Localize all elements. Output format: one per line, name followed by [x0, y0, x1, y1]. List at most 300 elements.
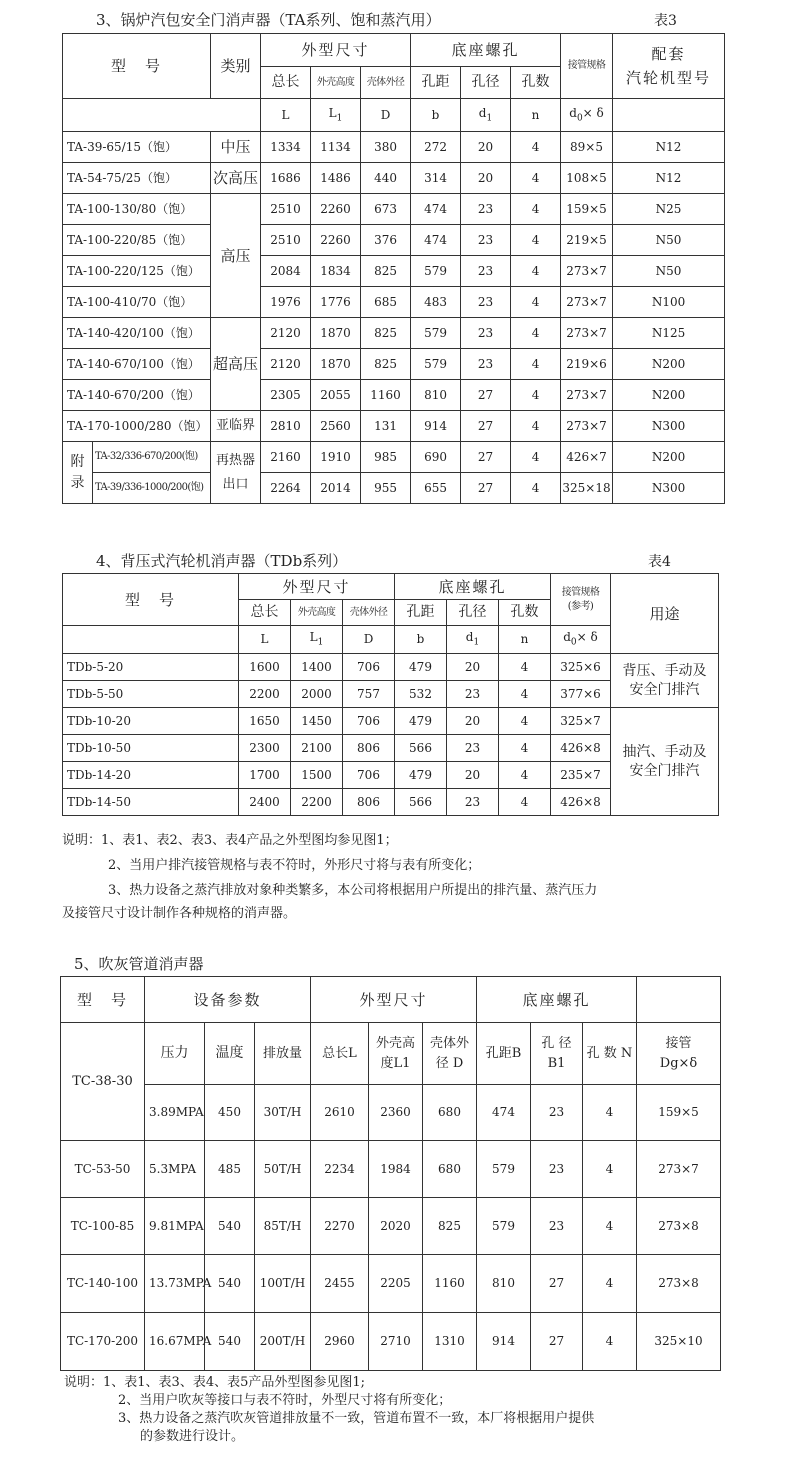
t3-sym-pipe-main: d — [569, 105, 577, 120]
t3-cell: 4 — [511, 225, 561, 256]
t5-model: TC-170-200 — [61, 1313, 145, 1371]
t4-model: TDb-14-50 — [63, 789, 239, 816]
t5-header-equip: 设备参数 — [145, 977, 311, 1023]
t3-cell: 131 — [361, 411, 411, 442]
t3-cell: 426×7 — [561, 442, 613, 473]
t5-cell: 4 — [583, 1085, 637, 1141]
t3-cell: N12 — [613, 132, 725, 163]
t4-header-use: 用途 — [611, 574, 719, 654]
t3-header-model: 型 号 — [63, 34, 211, 99]
t5-cell: 5.3MPA — [145, 1141, 205, 1198]
t3-cell: N50 — [613, 256, 725, 287]
t5-cell: 2360 — [369, 1085, 423, 1141]
t5-cell: 159×5 — [637, 1085, 721, 1141]
t3-cell: 314 — [411, 163, 461, 194]
t3-cell: N100 — [613, 287, 725, 318]
t4-model: TDb-10-50 — [63, 735, 239, 762]
t4-cell: 2000 — [291, 681, 343, 708]
t5-cell: 485 — [205, 1141, 255, 1198]
t4-model: TDb-5-20 — [63, 654, 239, 681]
t3-cell: 27 — [461, 411, 511, 442]
t3-cell: 23 — [461, 256, 511, 287]
note1-line-1: 说明：1、表1、表2、表3、表4产品之外型图均参见图1； — [62, 833, 398, 848]
t5-cell: 273×7 — [637, 1141, 721, 1198]
t5-cell: 9.81MPA — [145, 1198, 205, 1255]
t5-cell: 680 — [423, 1141, 477, 1198]
t3-header-total-len: 总长 — [261, 67, 311, 99]
t4-cell: 479 — [395, 708, 447, 735]
t5-header-total-len: 总长L — [311, 1023, 369, 1085]
t3-sym-pipe — [561, 99, 613, 132]
t3-sym-D: D — [361, 99, 411, 132]
t3-model: TA-100-220/125（饱） — [63, 256, 211, 287]
t3-header-match-2: 汽轮机型号 — [626, 69, 712, 87]
t3-cell: 2560 — [311, 411, 361, 442]
t5-header-flow: 排放量 — [255, 1023, 311, 1085]
note2-line-2: 2、当用户吹灰等接口与表不符时，外型尺寸将有所变化； — [118, 1393, 452, 1408]
t5-cell: 4 — [583, 1255, 637, 1313]
t3-cell: N200 — [613, 442, 725, 473]
t3-cell: 4 — [511, 256, 561, 287]
t5-header-dims: 外型尺寸 — [311, 977, 477, 1023]
t4-cell: 2200 — [239, 681, 291, 708]
table-row — [63, 473, 725, 504]
t3-model: TA-100-410/70（饱） — [63, 287, 211, 318]
t4-header-count: 孔数 — [499, 600, 551, 626]
t3-cell: 2305 — [261, 380, 311, 411]
t5-cell: 273×8 — [637, 1198, 721, 1255]
table-row — [61, 1085, 721, 1141]
t3-cell: 376 — [361, 225, 411, 256]
table-row — [63, 256, 725, 287]
t3-header-dia: 孔径 — [461, 67, 511, 99]
t4-sym-pipe-main: d — [563, 630, 571, 645]
t5-cell: 85T/H — [255, 1198, 311, 1255]
t3-header-match — [613, 34, 725, 99]
t3-cell: 4 — [511, 349, 561, 380]
t4-cell: 1500 — [291, 762, 343, 789]
t5-header-shell-d: 壳体外径 D — [423, 1023, 477, 1085]
t4-cell: 2400 — [239, 789, 291, 816]
t5-cell: 4 — [583, 1141, 637, 1198]
table-4 — [62, 573, 719, 816]
t3-cell: N25 — [613, 194, 725, 225]
t4-cell: 806 — [343, 789, 395, 816]
t5-cell: 100T/H — [255, 1255, 311, 1313]
t5-cell: 540 — [205, 1313, 255, 1371]
t3-cell: 159×5 — [561, 194, 613, 225]
t3-cell: 4 — [511, 287, 561, 318]
t3-cell: 2014 — [311, 473, 361, 504]
t3-cell: 4 — [511, 318, 561, 349]
t3-cell: 2120 — [261, 349, 311, 380]
t5-cell: 810 — [477, 1255, 531, 1313]
t4-cell: 20 — [447, 708, 499, 735]
t5-cell: 1160 — [423, 1255, 477, 1313]
t5-header-blank — [637, 977, 721, 1023]
t5-cell: 27 — [531, 1255, 583, 1313]
t3-cell: 273×7 — [561, 318, 613, 349]
t3-cell: 579 — [411, 256, 461, 287]
t4-sym-pipe-sub: 0 — [570, 637, 577, 648]
t4-cell: 806 — [343, 735, 395, 762]
t5-cell: 2960 — [311, 1313, 369, 1371]
t3-cell: N300 — [613, 411, 725, 442]
t4-cell: 325×7 — [551, 708, 611, 735]
t3-cell: 474 — [411, 225, 461, 256]
t3-cell: 1910 — [311, 442, 361, 473]
t4-sym-pipe — [551, 626, 611, 654]
t4-header-bolt: 底座螺孔 — [395, 574, 551, 600]
t4-model: TDb-14-20 — [63, 762, 239, 789]
t5-cell: 1984 — [369, 1141, 423, 1198]
t3-sym-blank — [63, 99, 261, 132]
t3-cell: N300 — [613, 473, 725, 504]
t5-cell: 579 — [477, 1198, 531, 1255]
t5-cell: 2205 — [369, 1255, 423, 1313]
t4-sym-L1-main: L — [309, 630, 318, 645]
t3-header-bolt: 底座螺孔 — [411, 34, 561, 67]
t4-cell: 706 — [343, 654, 395, 681]
t3-header-count: 孔数 — [511, 67, 561, 99]
t3-category: 超高压 — [211, 318, 261, 411]
t3-header-shell-d: 壳体外径 — [361, 67, 411, 99]
t4-header-total-len: 总长 — [239, 600, 291, 626]
t4-cell: 479 — [395, 654, 447, 681]
t3-cell: 23 — [461, 194, 511, 225]
t3-cell: 474 — [411, 194, 461, 225]
t3-cell: 1134 — [311, 132, 361, 163]
table-row — [63, 132, 725, 163]
t4-cell: 325×6 — [551, 654, 611, 681]
t3-cell: 825 — [361, 318, 411, 349]
t5-cell: 200T/H — [255, 1313, 311, 1371]
t3-cell: N50 — [613, 225, 725, 256]
t5-header-dia: 孔 径 B1 — [531, 1023, 583, 1085]
t5-cell: 540 — [205, 1255, 255, 1313]
t4-sym-L: L — [239, 626, 291, 654]
t3-cell: 1486 — [311, 163, 361, 194]
table-row — [61, 1198, 721, 1255]
table-row — [63, 287, 725, 318]
note2-line-1: 说明：1、表1、表3、表4、表5产品外型图参见图1; — [64, 1375, 366, 1390]
t3-cell: 579 — [411, 318, 461, 349]
t3-cell: 2510 — [261, 194, 311, 225]
t3-cell: 273×7 — [561, 411, 613, 442]
t3-cell: 2084 — [261, 256, 311, 287]
t3-cell: 914 — [411, 411, 461, 442]
table-row — [63, 163, 725, 194]
t3-cell: 23 — [461, 225, 511, 256]
t4-cell: 235×7 — [551, 762, 611, 789]
table-row — [63, 318, 725, 349]
t4-cell: 757 — [343, 681, 395, 708]
t4-model: TDb-5-50 — [63, 681, 239, 708]
t3-cell: 4 — [511, 442, 561, 473]
t3-category: 高压 — [211, 194, 261, 318]
note2-line-3: 3、热力设备之蒸汽吹灰管道排放量不一致，管道布置不一致，本厂将根据用户提供 — [118, 1411, 595, 1426]
t5-cell: 23 — [531, 1198, 583, 1255]
t3-cell: 2160 — [261, 442, 311, 473]
t4-header-pipe — [551, 574, 611, 626]
table-row — [61, 1313, 721, 1371]
note1-line-3: 3、热力设备之蒸汽排放对象种类繁多，本公司将根据用户所提出的排汽量、蒸汽压力 — [108, 883, 598, 898]
t5-header-pipe-2: Dg×δ — [659, 1055, 698, 1071]
t3-cell: 325×18 — [561, 473, 613, 504]
t4-sym-pipe-tail: × δ — [576, 630, 598, 645]
t4-cell: 23 — [447, 681, 499, 708]
t3-cell: 23 — [461, 349, 511, 380]
t4-header-shell-h: 外壳高度 — [291, 600, 343, 626]
t3-cell: 2264 — [261, 473, 311, 504]
t3-cell: 2260 — [311, 194, 361, 225]
t4-cell: 4 — [499, 654, 551, 681]
t4-cell: 4 — [499, 735, 551, 762]
t5-cell: 2710 — [369, 1313, 423, 1371]
t3-header-pipe: 接管规格 — [561, 34, 613, 99]
t3-cell: N200 — [613, 349, 725, 380]
t3-cell: 2120 — [261, 318, 311, 349]
t3-cell: 685 — [361, 287, 411, 318]
t5-cell: 13.73MPA — [145, 1255, 205, 1313]
t4-cell: 2100 — [291, 735, 343, 762]
t5-cell: 4 — [583, 1313, 637, 1371]
t3-sym-L1 — [311, 99, 361, 132]
t3-cell: 673 — [361, 194, 411, 225]
t4-header-pitch: 孔距 — [395, 600, 447, 626]
t4-cell: 23 — [447, 735, 499, 762]
t3-model: TA-32/336-670/200(饱) — [93, 442, 211, 473]
t5-header-temp: 温度 — [205, 1023, 255, 1085]
t4-cell: 566 — [395, 735, 447, 762]
table-5 — [60, 976, 721, 1371]
t4-cell: 566 — [395, 789, 447, 816]
t5-model: TC-38-30 — [61, 1023, 145, 1141]
t3-sym-pipe-sub: 0 — [576, 113, 583, 124]
t4-cell: 706 — [343, 762, 395, 789]
t5-header-pipe-1: 接管 — [665, 1036, 692, 1051]
t4-cell: 4 — [499, 789, 551, 816]
t3-model: TA-39/336-1000/200(饱) — [93, 473, 211, 504]
t3-cell: 483 — [411, 287, 461, 318]
t5-header-count: 孔 数 N — [583, 1023, 637, 1085]
t5-header-bolt: 底座螺孔 — [477, 977, 637, 1023]
t3-cell: 1870 — [311, 318, 361, 349]
t3-cell: 4 — [511, 473, 561, 504]
t5-cell: 2234 — [311, 1141, 369, 1198]
t3-header-dims: 外型尺寸 — [261, 34, 411, 67]
t5-header-pitch: 孔距B — [477, 1023, 531, 1085]
t4-cell: 1700 — [239, 762, 291, 789]
t4-sym-L1-sub: 1 — [317, 637, 324, 648]
table-row — [63, 349, 725, 380]
t5-model: TC-53-50 — [61, 1141, 145, 1198]
t3-cell: 985 — [361, 442, 411, 473]
t3-cell: 4 — [511, 411, 561, 442]
t3-header-shell-h: 外壳高度 — [311, 67, 361, 99]
t3-category: 次高压 — [211, 163, 261, 194]
t3-cell: 810 — [411, 380, 461, 411]
t3-cell: 273×7 — [561, 380, 613, 411]
table-4-number: 表4 — [648, 554, 671, 570]
t4-cell: 20 — [447, 654, 499, 681]
t3-cell: N125 — [613, 318, 725, 349]
t3-sym-L1-main: L — [328, 105, 337, 120]
table-row — [61, 1255, 721, 1313]
t3-header-category: 类别 — [211, 34, 261, 99]
t4-header-dims: 外型尺寸 — [239, 574, 395, 600]
t3-cell: 4 — [511, 380, 561, 411]
t3-sym-d1 — [461, 99, 511, 132]
t3-cell: 108×5 — [561, 163, 613, 194]
t4-cell: 706 — [343, 708, 395, 735]
t3-cell: 2510 — [261, 225, 311, 256]
t3-cell: 2055 — [311, 380, 361, 411]
t4-cell: 1600 — [239, 654, 291, 681]
t3-cell: 825 — [361, 256, 411, 287]
t4-sym-d1-main: d — [465, 630, 474, 645]
t5-cell: 2610 — [311, 1085, 369, 1141]
t5-cell: 3.89MPA — [145, 1085, 205, 1141]
t4-header-pipe-1: 接管规格 — [561, 586, 600, 598]
t4-model: TDb-10-20 — [63, 708, 239, 735]
table-3-number: 表3 — [654, 13, 677, 29]
t3-model: TA-140-670/100（饱） — [63, 349, 211, 380]
table-row — [63, 708, 719, 735]
t5-header-pipe — [637, 1023, 721, 1085]
t3-sym-blank-2 — [613, 99, 725, 132]
t3-cell: 4 — [511, 132, 561, 163]
t3-cell: 1334 — [261, 132, 311, 163]
t5-cell: 273×8 — [637, 1255, 721, 1313]
t5-cell: 540 — [205, 1198, 255, 1255]
t3-cell: 272 — [411, 132, 461, 163]
t3-cell: 579 — [411, 349, 461, 380]
t3-cell: N200 — [613, 380, 725, 411]
t5-header-model: 型 号 — [61, 977, 145, 1023]
t3-cell: 219×6 — [561, 349, 613, 380]
t5-model: TC-100-85 — [61, 1198, 145, 1255]
t3-category: 中压 — [211, 132, 261, 163]
t3-reheat: 再热器出口 — [211, 442, 261, 504]
table-row — [63, 442, 725, 473]
t4-use-2: 抽汽、手动及安全门排汽 — [611, 708, 719, 816]
t3-sym-d1-main: d — [478, 105, 487, 120]
t5-cell: 23 — [531, 1085, 583, 1141]
t3-sym-n: n — [511, 99, 561, 132]
note2-line-4: 的参数进行设计。 — [140, 1429, 245, 1444]
t3-model: TA-140-670/200（饱） — [63, 380, 211, 411]
t4-cell: 2300 — [239, 735, 291, 762]
t3-cell: 27 — [461, 473, 511, 504]
t3-cell: 273×7 — [561, 256, 613, 287]
t4-use-1: 背压、手动及安全门排汽 — [611, 654, 719, 708]
t3-cell: 655 — [411, 473, 461, 504]
t4-header-model: 型 号 — [63, 574, 239, 626]
t3-category: 亚临界 — [211, 411, 261, 442]
t3-cell: 4 — [511, 194, 561, 225]
t4-cell: 532 — [395, 681, 447, 708]
t5-cell: 2270 — [311, 1198, 369, 1255]
t3-model: TA-170-1000/280（饱） — [63, 411, 211, 442]
t3-cell: 4 — [511, 163, 561, 194]
t3-appendix: 附录 — [63, 442, 93, 504]
t3-cell: 20 — [461, 163, 511, 194]
t4-cell: 4 — [499, 708, 551, 735]
table-row — [63, 194, 725, 225]
t4-sym-n: n — [499, 626, 551, 654]
t4-cell: 377×6 — [551, 681, 611, 708]
t3-cell: 690 — [411, 442, 461, 473]
t3-cell: 1686 — [261, 163, 311, 194]
t3-cell: 23 — [461, 287, 511, 318]
t3-sym-L1-sub: 1 — [336, 113, 343, 124]
t4-cell: 4 — [499, 762, 551, 789]
t4-sym-blank — [63, 626, 239, 654]
t3-cell: 273×7 — [561, 287, 613, 318]
t4-cell: 20 — [447, 762, 499, 789]
t4-cell: 426×8 — [551, 789, 611, 816]
t4-cell: 4 — [499, 681, 551, 708]
t5-cell: 825 — [423, 1198, 477, 1255]
t4-header-pipe-2: (参考) — [567, 600, 594, 612]
t3-cell: 440 — [361, 163, 411, 194]
t4-cell: 23 — [447, 789, 499, 816]
t3-cell: 380 — [361, 132, 411, 163]
t5-model: TC-140-100 — [61, 1255, 145, 1313]
t3-cell: 2810 — [261, 411, 311, 442]
t5-cell: 50T/H — [255, 1141, 311, 1198]
t5-cell: 27 — [531, 1313, 583, 1371]
t3-model: TA-54-75/25（饱） — [63, 163, 211, 194]
t3-cell: 20 — [461, 132, 511, 163]
t5-cell: 16.67MPA — [145, 1313, 205, 1371]
t3-cell: 89×5 — [561, 132, 613, 163]
t3-sym-d1-sub: 1 — [486, 113, 493, 124]
t5-cell: 680 — [423, 1085, 477, 1141]
t4-header-dia: 孔径 — [447, 600, 499, 626]
t4-cell: 1400 — [291, 654, 343, 681]
table-row — [63, 411, 725, 442]
t5-cell: 1310 — [423, 1313, 477, 1371]
note1-line-4: 及接管尺寸设计制作各种规格的消声器。 — [62, 906, 297, 921]
t4-cell: 426×8 — [551, 735, 611, 762]
t3-cell: 1834 — [311, 256, 361, 287]
t3-cell: 955 — [361, 473, 411, 504]
note1-line-2: 2、当用户排汽接管规格与表不符时，外形尺寸将与表有所变化； — [108, 858, 481, 873]
t5-cell: 4 — [583, 1198, 637, 1255]
t3-cell: 1976 — [261, 287, 311, 318]
t3-header-match-1: 配套 — [651, 45, 686, 63]
t3-model: TA-140-420/100（饱） — [63, 318, 211, 349]
t4-sym-d1 — [447, 626, 499, 654]
t3-cell: 219×5 — [561, 225, 613, 256]
t5-header-shell-h: 外壳高度L1 — [369, 1023, 423, 1085]
t4-cell: 479 — [395, 762, 447, 789]
t5-cell: 23 — [531, 1141, 583, 1198]
table-row — [63, 225, 725, 256]
t4-sym-b: b — [395, 626, 447, 654]
table-3 — [62, 33, 725, 504]
section-4-title: 4、背压式汽轮机消声器（TDb系列） — [96, 552, 348, 570]
table-row — [61, 1141, 721, 1198]
t3-model: TA-39-65/15（饱） — [63, 132, 211, 163]
t4-header-shell-d: 壳体外径 — [343, 600, 395, 626]
t3-sym-L: L — [261, 99, 311, 132]
t5-cell: 2455 — [311, 1255, 369, 1313]
t4-cell: 2200 — [291, 789, 343, 816]
t3-header-pitch: 孔距 — [411, 67, 461, 99]
